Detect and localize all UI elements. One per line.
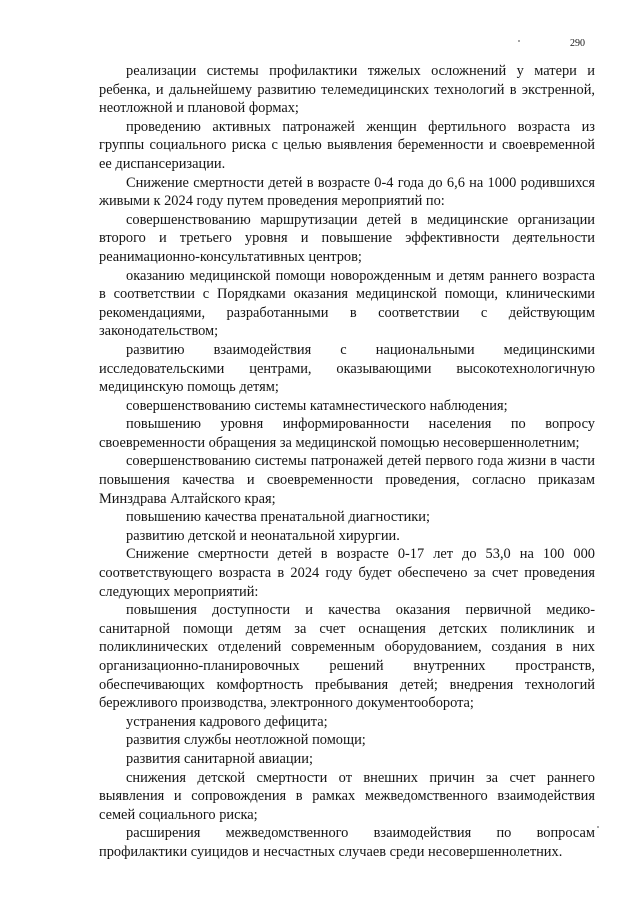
paragraph: развитию детской и неонатальной хирургии. [126,527,400,544]
scan-speck [518,40,520,42]
paragraph: совершенствованию системы катамнестического наблюдения; [126,397,508,414]
paragraph: реализации системы профилактики тяжелых осложнений у матери и ребенка, и дальнейшему развитию телемедицинских технологий в экстренной, неотложной и плановой формах; [99,63,595,117]
page-number: 290 [570,38,585,49]
paragraph: повышения доступности и качества оказания первичной медико-санитарной помощи детям за счет оснащения детских поликлиник и поликлинических отделений современным оборудованием, создания в них организационно-планировочных решений внутренних пространств, обеспечивающих комфортность пребывания детей; внедрения технологий бережливого производства, электронного документооборота; [99,602,595,712]
paragraph: совершенствованию маршрутизации детей в медицинские организации второго и третьего уровня и повышение эффективности деятельности реанимационно-консультативных центров; [99,211,595,265]
paragraph: развитию взаимодействия с национальными медицинскими исследовательскими центрами, оказывающими высокотехнологичную медицинскую помощь детям; [99,341,595,396]
paragraph: развития санитарной авиации; [126,750,313,767]
paragraph: повышению уровня информированности населения по вопросу своевременности обращения за медицинской помощью несовершеннолетним; [99,416,595,451]
paragraph: расширения межведомственного взаимодействия по вопросам профилактики суицидов и несчастных случаев среди несовершеннолетних. [99,825,595,860]
paragraph: развития службы неотложной помощи; [126,732,366,749]
paragraph: устранения кадрового дефицита; [126,713,328,730]
paragraph: совершенствованию системы патронажей детей первого года жизни в части повышения качества и своевременности проведения, согласно приказам Минздрава Алтайского края; [99,453,595,507]
paragraph: проведению активных патронажей женщин фертильного возраста из группы социального риска с целью выявления беременности и своевременной ее диспансеризации. [99,118,595,172]
paragraph: снижения детской смертности от внешних причин за счет раннего выявления и сопровождения в рамках межведомственного взаимодействия семей социального риска; [99,769,595,823]
paragraph: повышению качества пренатальной диагностики; [126,509,430,526]
paragraph: Снижение смертности детей в возрасте 0-4 года до 6,6 на 1000 родившихся живыми к 2024 году путем проведения мероприятий по: [99,174,595,210]
paragraph: Снижение смертности детей в возрасте 0-17 лет до 53,0 на 100 000 соответствующего возраста в 2024 году будет обеспечено за счет проведения следующих мероприятий: [99,546,595,600]
paragraph: оказанию медицинской помощи новорожденным и детям раннего возраста в соответствии с Порядками оказания медицинской помощи, клиническими рекомендациями, разработанными в соответствии с действующим законодательством; [99,267,595,340]
body-text [99,62,595,862]
scan-speck [597,826,599,828]
